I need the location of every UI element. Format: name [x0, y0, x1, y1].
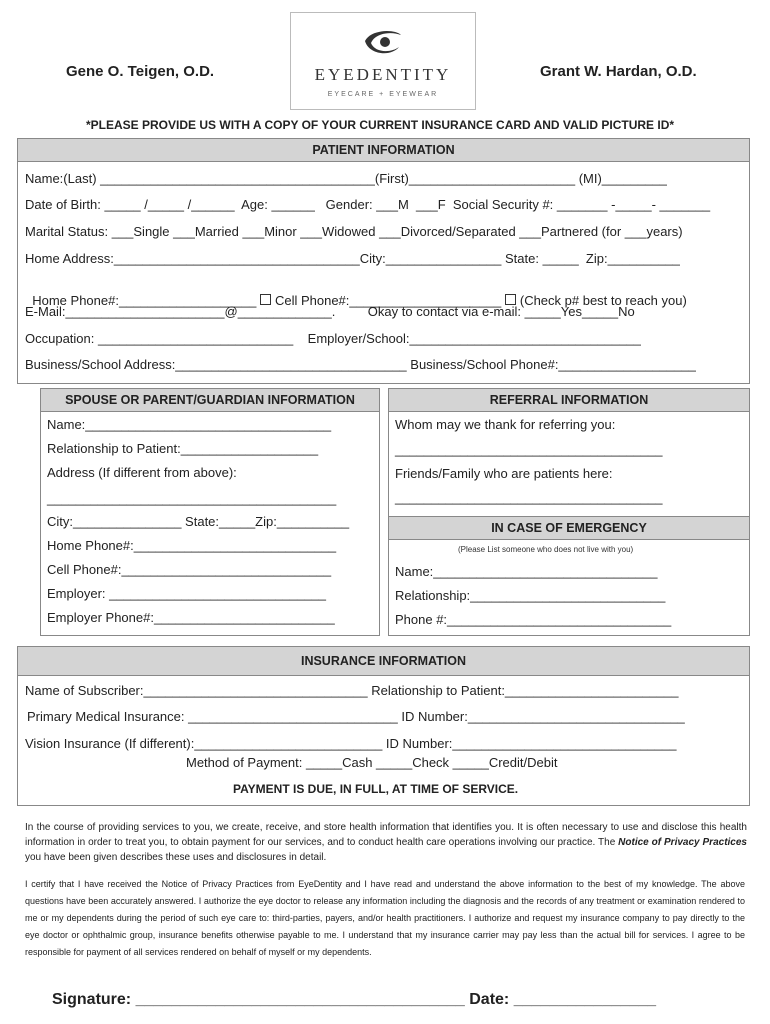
- referral-friends-field[interactable]: _____________________________________: [395, 490, 663, 505]
- spouse-employer-phone-field[interactable]: Employer Phone#:_________________________: [47, 610, 335, 625]
- payment-method-field[interactable]: Method of Payment: _____Cash _____Check _____Credit/Debit: [186, 755, 558, 770]
- business-address-field[interactable]: Business/School Address:________________________________ Business/School Phone#:___________________: [25, 357, 696, 372]
- referral-title: REFERRAL INFORMATION: [389, 389, 749, 412]
- name-field[interactable]: Name:(Last) ______________________________________(First)_______________________ (MI)_________: [25, 171, 667, 186]
- privacy-paragraph: In the course of providing services to you, we create, receive, and store health information that identifies you. It is often necessary to use and disclose this health information in order to treat you, to obtain payment for our services, and to conduct health care operations involving our practice. The Notice of Privacy Practices you have been given describes these uses and disclosures in detail.: [25, 822, 747, 863]
- referral-friends-label: Friends/Family who are patients here:: [395, 466, 613, 481]
- spouse-address-field[interactable]: ________________________________________: [47, 491, 337, 506]
- logo-tagline: EYECARE + EYEWEAR: [327, 91, 439, 98]
- primary-insurance-field[interactable]: Primary Medical Insurance: _____________________________ ID Number:______________________________: [27, 709, 685, 724]
- notice-of-privacy-practices: Notice of Privacy Practices: [618, 837, 747, 848]
- spouse-relationship-field[interactable]: Relationship to Patient:___________________: [47, 441, 319, 456]
- spouse-city-field[interactable]: City:_______________ State:_____Zip:__________: [47, 514, 350, 529]
- email-field[interactable]: E-Mail:______________________@_____________. Okay to contact via e-mail: _____Yes_____No: [25, 304, 635, 319]
- eye-logo-icon: [361, 25, 405, 59]
- cell-phone-field[interactable]: Cell Phone#:_____________________: [274, 293, 502, 308]
- marital-status-field[interactable]: Marital Status: ___Single ___Married ___Minor ___Widowed ___Divorced/Separated ___Partnered (for ___years): [25, 224, 683, 239]
- patient-title: PATIENT INFORMATION: [18, 139, 749, 162]
- payment-due-text: PAYMENT IS DUE, IN FULL, AT TIME OF SERVICE.: [233, 782, 519, 796]
- spouse-name-field[interactable]: Name:__________________________________: [47, 417, 332, 432]
- emergency-name-field[interactable]: Name:_______________________________: [395, 564, 658, 579]
- home-address-field[interactable]: Home Address:__________________________________City:________________ State: _____ Zip:__________: [25, 251, 680, 266]
- subscriber-field[interactable]: Name of Subscriber:_______________________________ Relationship to Patient:________________________: [25, 683, 679, 698]
- certification-paragraph: I certify that I have received the Notice of Privacy Practices from EyeDentity and I have read and understand the above information to the best of my knowledge. The above questions have been accurately answered. I authorize the eye doctor to release any information including the diagnosis and the records of any treatment or examination rendered to me or my dependents during the period of such eye care to: third-parties, payers, and/or health practitioners. I authorize and request my insurance company to pay directly to the eye doctor or ophthalmic group, insurance benefits otherwise payable to me. I understand that my insurance carrier may pay less than the actual bill for services. I agree to be responsible for payment of all services rendered on behalf of myself or my dependents.: [25, 879, 745, 957]
- dob-field[interactable]: Date of Birth: _____ /_____ /______ Age: ______ Gender: ___M ___F Social Security #: _______ -_____- _______: [25, 197, 711, 212]
- occupation-field[interactable]: Occupation: ___________________________ Employer/School:________________________________: [25, 331, 641, 346]
- doctor-left: Gene O. Teigen, O.D.: [66, 63, 215, 80]
- spouse-employer-field[interactable]: Employer: ______________________________: [47, 586, 327, 601]
- vision-insurance-field[interactable]: Vision Insurance (If different):__________________________ ID Number:_______________________________: [25, 736, 677, 751]
- emergency-note: (Please List someone who does not live with you): [458, 545, 634, 554]
- logo-name: EYEDENTITY: [314, 65, 452, 84]
- spouse-title: SPOUSE OR PARENT/GUARDIAN INFORMATION: [41, 389, 379, 412]
- logo: [290, 12, 476, 110]
- emergency-title: IN CASE OF EMERGENCY: [389, 517, 749, 540]
- doctor-right: Grant W. Hardan, O.D.: [540, 63, 697, 80]
- insurance-title: INSURANCE INFORMATION: [18, 647, 749, 676]
- check-note: (Check p# best to reach you): [519, 293, 687, 308]
- spouse-cell-phone-field[interactable]: Cell Phone#:_____________________________: [47, 562, 332, 577]
- emergency-phone-field[interactable]: Phone #:_______________________________: [395, 612, 672, 627]
- referral-whom-label: Whom may we thank for referring you:: [395, 417, 616, 432]
- home-phone-field[interactable]: Home Phone#:___________________: [32, 293, 257, 308]
- notice-text: *PLEASE PROVIDE US WITH A COPY OF YOUR CURRENT INSURANCE CARD AND VALID PICTURE ID*: [86, 118, 675, 132]
- spouse-address-label: Address (If different from above):: [47, 465, 237, 480]
- spouse-home-phone-field[interactable]: Home Phone#:____________________________: [47, 538, 337, 553]
- referral-whom-field[interactable]: _____________________________________: [395, 442, 663, 457]
- signature-date-field[interactable]: Signature: _____________________________________ Date: ________________: [52, 991, 657, 1008]
- emergency-relationship-field[interactable]: Relationship:___________________________: [395, 588, 666, 603]
